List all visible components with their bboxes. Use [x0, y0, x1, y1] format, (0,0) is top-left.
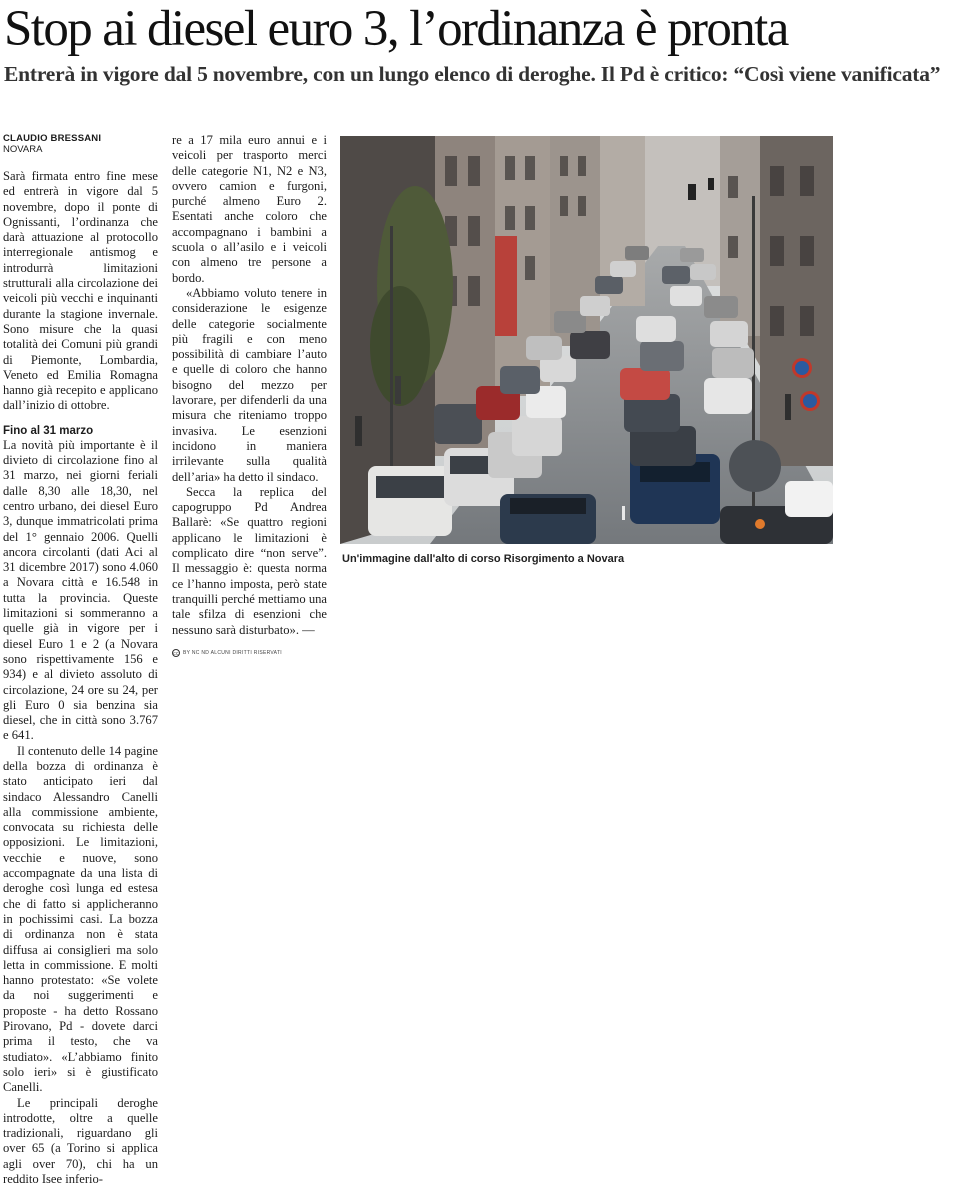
paragraph: «Abbiamo voluto tenere in considerazione le esigenze delle categorie socialmente più fragili e con meno possibilità di cambiare l’auto e quelle di coloro che hanno bisogno del mezzo per lavorare, per difenderli da una misura che riteniamo troppo invasiva. Le esenzioni incidono in maniera irrilevante sulla qualità dell’aria» ha detto il sindaco.: [172, 285, 327, 484]
crosshead: Fino al 31 marzo: [3, 424, 94, 437]
photo-caption: Un'immagine dall'alto di corso Risorgimento a Novara: [342, 553, 625, 565]
paragraph: La novità più importante è il divieto di circolazione fino al 31 marzo, nei giorni feriali dalle 8,30 alle 18,30, nel centro urbano, dei diesel Euro 3, dunque immatricolati prima del 1° gennaio 2006. Quelli ancora circolanti (dati Aci al 31 dicembre 2017) sono 4.060 a Novara città e 16.548 in tutta la provincia. Queste limitazioni si sommeranno a quelle già in vigore per i diesel Euro 1 e 2 (a Novara sono rispettivamente 156 e 934) e al divieto assoluto di circolazione, 24 ore su 24, per gli Euro 0 sia benzina sia diesel, che in città sono 3.767 e 641.: [3, 437, 158, 743]
paragraph: Le principali deroghe introdotte, oltre a quelle tradizionali, riguardano gli over 65 (a Torino si applica agli over 70), chi ha un reddito Isee inferio-: [3, 1095, 158, 1186]
paragraph: Il contenuto delle 14 pagine della bozza di ordinanza è stato anticipato ieri dal sindaco Alessandro Canelli alla commissione ambiente, convocata su richiesta delle opposizioni. Le limitazioni, vecchie e nuove, sono accompagnate da una lista di deroghe così lunga ed estesa che di fatto si applicheranno in pochissimi casi. La bozza di ordinanza non è stata diffusa ai consiglieri ma solo letta in commissione. E molti hanno protestato: «Se volete da noi suggerimenti e proposte - ha detto Rossano Pirovano, Pd - dovete darci prima il testo, che va studiato». «L’abbiamo finito solo ieri» si è giustificato Canelli.: [3, 743, 158, 1095]
license-note: [172, 646, 327, 661]
subheadline: Entrerà in vigore dal 5 novembre, con un lungo elenco di deroghe. Il Pd è critico: “Così viene vanificata”: [4, 62, 941, 86]
street-traffic-illustration: [340, 136, 833, 544]
paragraph-intro: Sarà firmata entro fine mese ed entrerà in vigore dal 5 novembre, dopo il ponte di Ognissanti, l’ordinanza che darà attuazione al protocollo interregionale antismog e introdurrà limitazioni strutturali alla circolazione dei veicoli più vecchi e inquinanti durante la stagione invernale. Sono misure che la quasi totalità dei Comuni più grandi di Piemonte, Lombardia, Veneto ed Emilia Romagna hanno già recepito e applicano dall’inizio di ottobre.: [3, 169, 158, 413]
paragraph: re a 17 mila euro annui e i veicoli per trasporto merci delle categorie N1, N2 e N3, ovvero camion e furgoni, purché almeno Euro 2. Esentati anche coloro che accompagnano i bambini a scuola o all’asilo e i veicoli con almeno tre persone a bordo.: [172, 133, 327, 285]
headline: Stop ai diesel euro 3, l’ordinanza è pronta: [4, 1, 788, 57]
article-column-2: [172, 133, 327, 661]
article-column-1: [3, 133, 158, 1187]
license-text: BY NC ND ALCUNI DIRITTI RISERVATI: [183, 649, 282, 656]
dateline-location: NOVARA: [3, 144, 43, 155]
paragraph: Secca la replica del capogruppo Pd Andrea Ballarè: «Se quattro regioni applicano le limitazioni è complicato dire “non serve”. Il messaggio è: questa norma ce l’hanno imposta, però state tranquilli perché mettiamo una tale sfilza di esenzioni che nessuno sarà disturbato». —: [172, 484, 327, 637]
creative-commons-icon: cc: [173, 651, 179, 658]
author-byline: CLAUDIO BRESSANI: [3, 133, 102, 144]
street-photo: [340, 136, 833, 544]
